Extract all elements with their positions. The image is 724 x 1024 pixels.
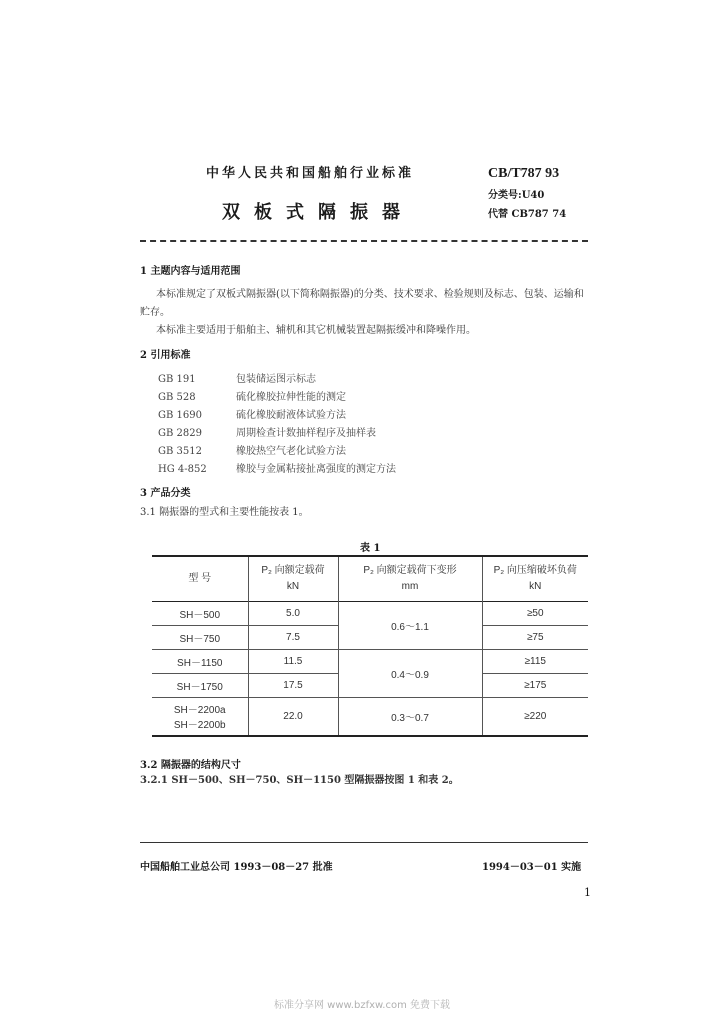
cell-rated-load: 5.0 [248,602,338,626]
table-1 [152,555,588,737]
reference-name: 橡胶热空气老化试验方法 [236,446,346,457]
section-3-title: 3 产品分类 [140,488,191,499]
cell-deformation: 0.4～0.9 [338,650,482,698]
reference-code: GB 3512 [158,446,202,457]
reference-name: 周期检查计数抽样程序及抽样表 [236,428,376,439]
cell-rated-load: 7.5 [248,626,338,650]
reference-code: GB 528 [158,392,196,403]
cell-failure-load: ≥115 [482,650,588,674]
cell-deformation: 0.3～0.7 [338,698,482,736]
section-1-paragraph-2: 本标准主要适用于船舶主、辅机和其它机械装置起隔振缓冲和降噪作用。 [156,325,476,336]
cell-failure-load: ≥220 [482,698,588,736]
reference-item [158,424,376,439]
cell-model [152,698,248,736]
document-title: 双板式隔振器 [222,202,414,223]
cell-failure-load: ≥175 [482,674,588,698]
cell-model: SH－1150 [152,650,248,674]
effective-date: 1994－03－01 实施 [482,862,582,873]
header-rated-load-label: P₂ 向额定载荷 [261,565,325,576]
reference-item [158,406,346,421]
reference-item [158,370,316,385]
reference-name: 橡胶与金属粘接扯离强度的测定方法 [236,464,396,475]
reference-code: GB 2829 [158,428,202,439]
reference-code: GB 1690 [158,410,202,421]
approval-note: 中国船舶工业总公司 1993－08－27 批准 [140,862,333,873]
cell-model: SH－1750 [152,674,248,698]
section-1-paragraph-1: 本标准规定了双板式隔振器(以下简称隔振器)的分类、技术要求、检验规则及标志、包装、运输和贮存。 [140,289,584,318]
cell-deformation: 0.6～1.1 [338,602,482,650]
table-header-row [152,556,588,602]
reference-item [158,388,346,403]
section-3-2-title: 3.2 隔振器的结构尺寸 [140,760,241,771]
section-3-2-1-text: 3.2.1 SH－500、SH－750、SH－1150 型隔振器按图 1 和表 2。 [140,775,459,786]
table-row [152,650,588,674]
table-1-caption: 表 1 [360,543,381,554]
industry-standard-name: 中华人民共和国船舶行业标准 [206,166,415,181]
header-rated-load-unit: kN [286,581,300,592]
page-number: 1 [584,886,591,899]
cell-model-a: SH－2200a [173,705,226,717]
header-deformation [338,556,482,602]
header-divider [140,240,588,242]
watermark: 标准分享网 www.bzfxw.com 免费下载 [274,1000,450,1011]
reference-name: 包装储运图示标志 [236,374,316,385]
header-failure-load-label: P₂ 向压缩破坏负荷 [493,565,577,576]
reference-code: GB 191 [158,374,196,385]
cell-rated-load: 17.5 [248,674,338,698]
cell-model: SH－500 [152,602,248,626]
section-2-title: 2 引用标准 [140,350,191,361]
footer-divider [140,842,588,843]
header-failure-load [482,556,588,602]
header-rated-load [248,556,338,602]
reference-code: HG 4-852 [158,464,207,475]
reference-name: 硫化橡胶耐液体试验方法 [236,410,346,421]
header-deformation-unit: mm [401,581,419,592]
cell-failure-load: ≥50 [482,602,588,626]
cell-rated-load: 11.5 [248,650,338,674]
reference-item [158,442,346,457]
section-1-title: 1 主题内容与适用范围 [140,266,241,277]
cell-rated-load: 22.0 [248,698,338,736]
header-failure-load-unit: kN [529,581,542,592]
section-3-1-text: 3.1 隔振器的型式和主要性能按表 1。 [140,507,309,518]
replaces-standard: 代替 CB787 74 [488,209,567,220]
header-deformation-label: P₂ 向额定载荷下变形 [363,565,457,576]
cell-failure-load: ≥75 [482,626,588,650]
standard-code-block [488,166,566,220]
classification-number: 分类号:U40 [488,190,545,201]
table-row [152,698,588,736]
reference-item [158,460,396,475]
reference-name: 硫化橡胶拉伸性能的测定 [236,392,346,403]
standard-code: CB/T787 93 [488,166,560,181]
table-row [152,602,588,626]
cell-model-b: SH－2200b [173,720,226,732]
header-model: 型 号 [152,556,248,602]
cell-model: SH－750 [152,626,248,650]
